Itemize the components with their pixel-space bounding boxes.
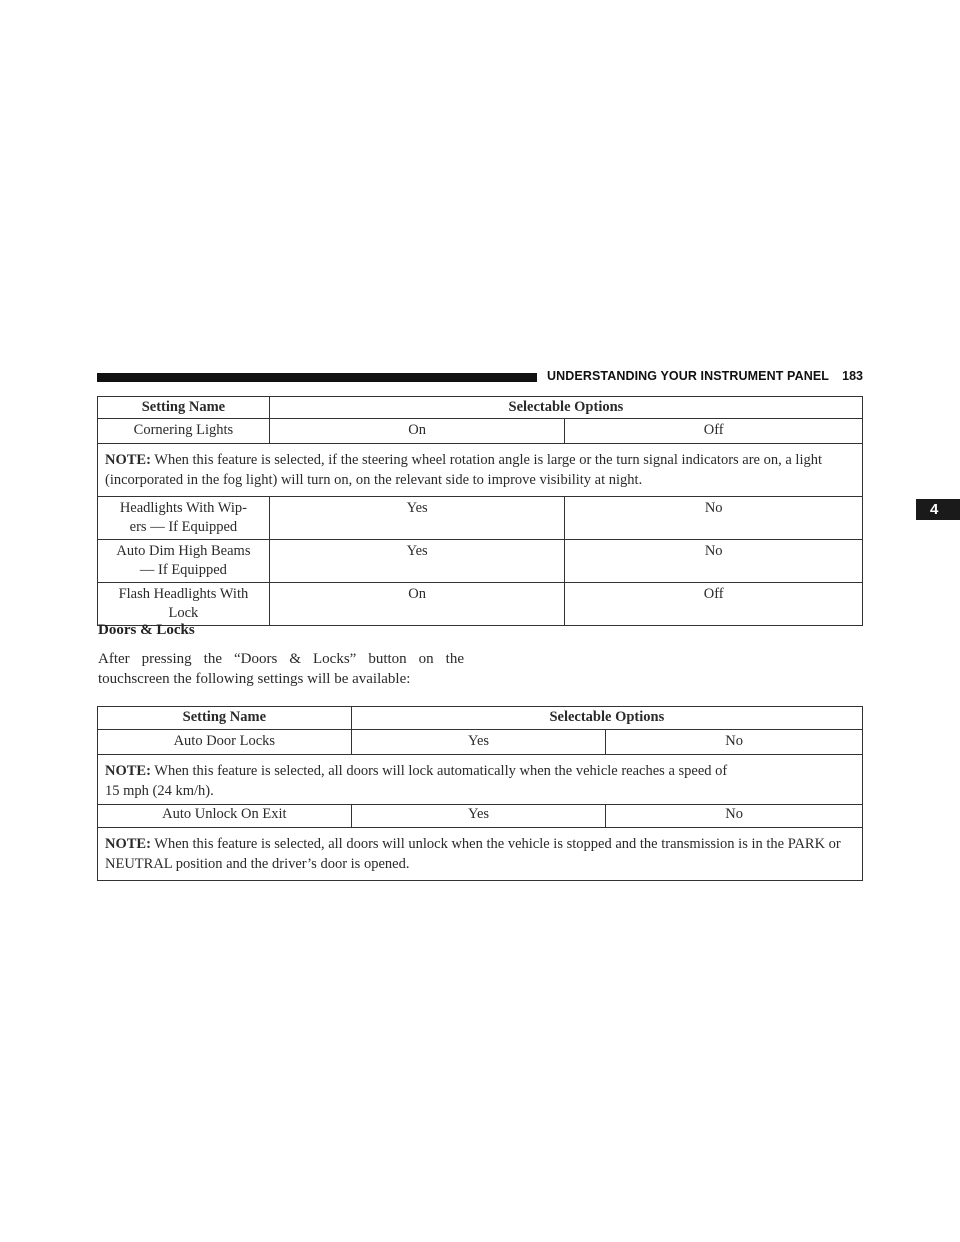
note-cell <box>98 444 863 497</box>
setting-name-line: Flash Headlights With <box>118 586 249 602</box>
note-line: 15 mph (24 km/h). <box>105 783 214 799</box>
setting-name-line: Lock <box>168 605 199 621</box>
table-row <box>98 540 863 583</box>
option-cell: Off <box>565 419 863 444</box>
note-label: NOTE: <box>105 763 151 779</box>
table-row <box>98 419 863 444</box>
setting-name-cell: Auto Unlock On Exit <box>98 805 352 828</box>
setting-name-cell: Cornering Lights <box>98 419 270 444</box>
note-row <box>98 755 863 805</box>
option-cell: On <box>269 419 565 444</box>
note-label: NOTE: <box>105 452 151 468</box>
option-cell: Yes <box>269 540 565 583</box>
column-header-setting-name: Setting Name <box>98 707 352 730</box>
setting-name-cell <box>98 540 270 583</box>
note-label: NOTE: <box>105 836 151 852</box>
column-header-selectable-options: Selectable Options <box>269 397 862 419</box>
option-cell: Off <box>565 583 863 626</box>
note-text: When this feature is selected, if the steering wheel rotation angle is large or the turn signal indicators are on, a light (incorporated in the fog light) will turn on, on the relevant side to improve visibility at night. <box>105 452 823 488</box>
note-cell <box>98 828 863 881</box>
option-cell: No <box>565 540 863 583</box>
lights-settings-table <box>97 396 863 626</box>
option-cell: Yes <box>351 805 606 828</box>
paragraph-line: touchscreen the following settings will be available: <box>98 671 411 687</box>
table-row <box>98 805 863 828</box>
setting-name-line: ers — If Equipped <box>129 519 238 535</box>
option-cell: On <box>269 583 565 626</box>
column-header-setting-name: Setting Name <box>98 397 270 419</box>
option-cell: No <box>565 497 863 540</box>
option-cell: No <box>606 730 863 755</box>
setting-name-cell <box>98 497 270 540</box>
note-row <box>98 444 863 497</box>
section-heading: Doors & Locks <box>98 622 195 638</box>
chapter-tab: 4 <box>916 499 960 520</box>
setting-name-line: Auto Dim High Beams <box>116 543 251 559</box>
paragraph-line: After pressing the “Doors & Locks” button on the <box>98 651 464 667</box>
option-cell: Yes <box>269 497 565 540</box>
section-paragraph <box>98 649 464 689</box>
note-text: When this feature is selected, all doors will unlock when the vehicle is stopped and the transmission is in the PARK or NEUTRAL position and the driver’s door is opened. <box>105 836 841 872</box>
page-header <box>97 369 863 387</box>
header-rule <box>97 373 537 382</box>
note-row <box>98 828 863 881</box>
note-text: When this feature is selected, all doors will lock automatically when the vehicle reaches a speed of <box>150 763 728 779</box>
table-row <box>98 583 863 626</box>
table-row <box>98 497 863 540</box>
table-header-row <box>98 397 863 419</box>
table-header-row <box>98 707 863 730</box>
option-cell: No <box>606 805 863 828</box>
setting-name-cell: Auto Door Locks <box>98 730 352 755</box>
page-number: 183 <box>842 369 863 383</box>
note-line <box>105 761 855 781</box>
option-cell: Yes <box>351 730 606 755</box>
header-title: UNDERSTANDING YOUR INSTRUMENT PANEL <box>547 369 829 383</box>
setting-name-cell <box>98 583 270 626</box>
doors-locks-settings-table <box>97 706 863 881</box>
setting-name-line: — If Equipped <box>139 562 227 578</box>
table-row <box>98 730 863 755</box>
note-cell <box>98 755 863 805</box>
column-header-selectable-options: Selectable Options <box>351 707 862 730</box>
setting-name-line: Headlights With Wip- <box>119 500 247 516</box>
